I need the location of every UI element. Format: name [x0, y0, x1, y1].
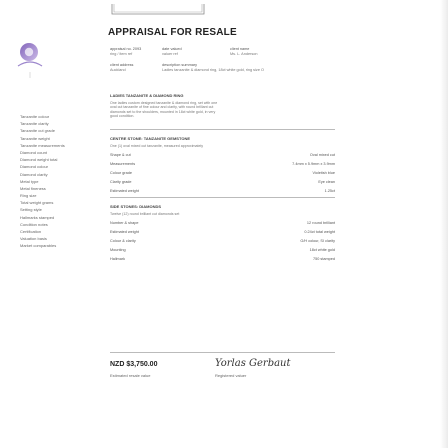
row-value: Oval mixed cut — [309, 153, 335, 157]
row-value: 7.4mm x 5.9mm x 3.9mm — [292, 162, 335, 166]
brand-logo — [10, 36, 52, 78]
row-value: Eye clean — [318, 180, 335, 184]
page-edge-shadow — [440, 0, 448, 448]
sidebar-item: Ring size — [20, 193, 37, 199]
meta-field-5 — [162, 63, 302, 72]
centre-stone-note: One (1) oval mixed cut tanzanite, measured approximately — [110, 144, 204, 148]
valuer-label: Registered valuer — [215, 373, 247, 378]
row-value: Violetish blue — [312, 171, 335, 175]
side-stones-note: Twelve (12) round brilliant cut diamonds set — [110, 212, 180, 216]
row-label: Colour & clarity — [110, 239, 136, 243]
meta-label: date valued — [162, 47, 182, 51]
meta-label: appraisal no. 2093 — [110, 47, 142, 51]
sidebar-item: Total weight grams — [20, 200, 54, 206]
row-label: Mounting — [110, 248, 126, 252]
meta-value: valuer ref — [162, 51, 178, 56]
header-frame — [110, 0, 206, 16]
sidebar-item: Tanzanite cut grade — [20, 128, 55, 134]
sidebar-item: Hallmarks stamped — [20, 214, 55, 220]
description-line: One ladies custom designed tanzanite & diamond ring, set with one — [110, 101, 218, 105]
row-label: Estimated weight — [110, 189, 139, 193]
valuation-value: NZD $3,750.00 — [110, 361, 158, 368]
document-title: APPRAISAL FOR RESALE — [108, 27, 237, 38]
meta-label: client name — [230, 47, 250, 51]
meta-field-1 — [110, 47, 141, 56]
row-label: Clarity grade — [110, 180, 132, 184]
row-label: Shape & cut — [110, 153, 131, 157]
meta-value: Auckland — [110, 67, 126, 72]
item-description — [110, 101, 330, 119]
meta-field-4 — [110, 63, 133, 72]
sidebar-item: Metal type — [20, 178, 39, 184]
sidebar-item: Diamond colour — [20, 164, 49, 170]
valuer-signature: Yorlas Gerbaut — [215, 358, 291, 369]
sidebar-item: Tanzanite clarity — [20, 121, 49, 127]
sidebar-item: Valuation basis — [20, 236, 47, 242]
divider — [110, 197, 335, 198]
meta-field-2 — [162, 47, 182, 56]
description-line: diamonds set to the shoulders, mounted in 18ct white gold, in very — [110, 109, 216, 114]
meta-value: Ms. L. Anderson — [230, 51, 258, 56]
valuation-label: Estimated resale value — [110, 373, 151, 378]
row-value: 12 round brilliant — [306, 221, 335, 225]
item-heading: LADIES TANZANITE & DIAMOND RING — [110, 93, 184, 98]
row-value: 750 stamped — [313, 257, 335, 261]
description-line: oval cut tanzanite of fine colour and clarity, with round brilliant cut — [110, 105, 214, 110]
sidebar-item: Tanzanite colour — [20, 114, 50, 119]
sidebar-item: Diamond count — [20, 149, 47, 155]
description-line: good condition. — [110, 114, 135, 119]
row-label: Hallmark — [110, 257, 125, 261]
sidebar-list — [20, 114, 100, 251]
sidebar-item: Diamond clarity — [20, 171, 48, 177]
sidebar-item: Condition notes — [20, 221, 48, 227]
meta-value: ring / item ref — [110, 51, 133, 56]
sidebar-item: Setting style — [20, 207, 42, 213]
row-label: Estimated weight — [110, 230, 139, 234]
sidebar-item: Diamond weight total — [20, 157, 58, 163]
sidebar-item: Certification — [20, 229, 42, 234]
sidebar-item: Tanzanite measurements — [20, 142, 65, 148]
divider — [110, 129, 335, 130]
sidebar-item: Tanzanite weight — [20, 135, 50, 141]
divider — [110, 352, 335, 353]
meta-label: client address — [110, 63, 134, 67]
row-value: 0.24ct total weight — [304, 230, 335, 234]
meta-field-3 — [230, 47, 257, 56]
row-label: Colour grade — [110, 171, 132, 175]
row-value: 18ct white gold — [309, 248, 335, 252]
row-value: G/H colour, SI clarity — [300, 239, 335, 243]
meta-label: description summary — [162, 63, 198, 67]
meta-value: Ladies tanzanite & diamond ring, 18ct white gold, ring size O — [162, 67, 264, 72]
section-centre-stone: CENTRE STONE: TANZANITE GEMSTONE — [110, 136, 191, 141]
row-label: Measurements — [110, 162, 136, 166]
row-label: Number & shape — [110, 221, 139, 225]
sidebar-item: Market comparables — [20, 243, 57, 249]
section-side-stones: SIDE STONES: DIAMONDS — [110, 204, 162, 209]
row-value: 1.25ct — [324, 189, 335, 193]
sidebar-item: Metal fineness — [20, 185, 46, 191]
